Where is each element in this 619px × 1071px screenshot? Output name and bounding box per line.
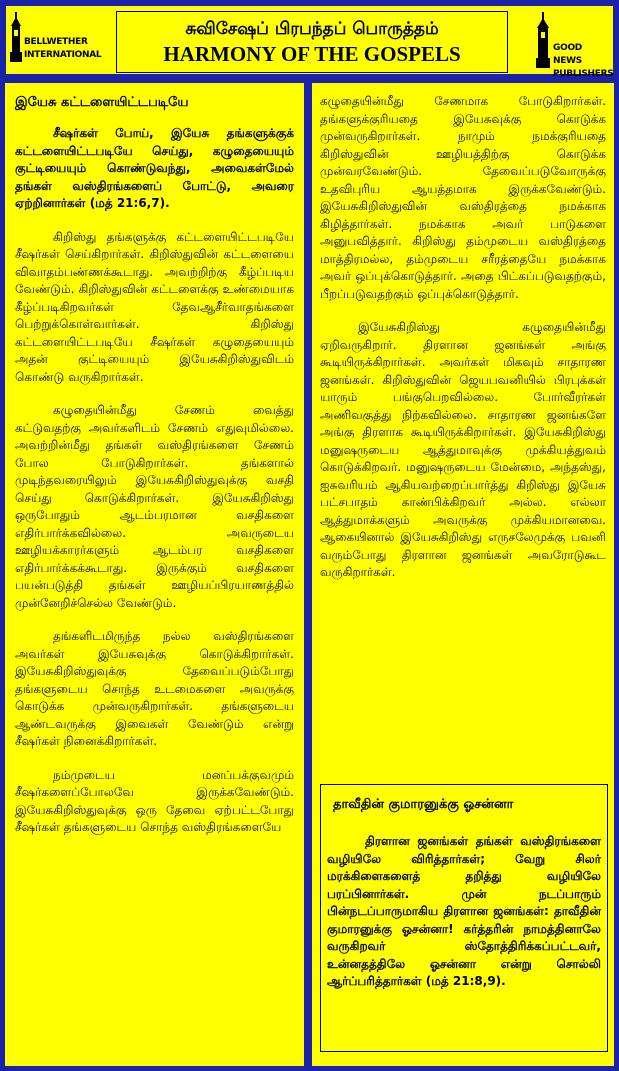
paragraph: கழுதையின்மீது சேணம் வைத்து கட்டுவதற்கு அவர்களிடம் சேணம் எதுவுமில்லை. அவற்றின்மீது தங்கள் வஸ்திரங்களை சேணம் போல போடுகிறார்கள். தங்களால் முடிந்தவரையிலும் இயேசுகிறிஸ்துவுக்கு வசதி செய்து கொடுக்கிறார்கள். இயேசுகிறிஸ்து ஒருபோதும் ஆடம்பரமான வசதிகளை எதிர்பார்க்கவில்லை. அவருடைய ஊழியக்காரர்களும் ஆடம்பர வசதிகளை எதிர்பார்க்கக்கூடாது. இருக்கும் வசதிகளை பயன்படுத்தி தங்கள் ஊழியப்பிரயாணத்தில் முன்னேறிச்செல்ல வேண்டும். [15,403,294,610]
paragraph: தங்களிடமிருந்த நல்ல வஸ்திரங்களை அவர்கள் இயேசுவுக்கு கொடுக்கிறார்கள். இயேசுகிறிஸ்துவுக்கு தேவைப்படும்போது தங்களுடைய சொந்த உடமைகளை அவருக்கு கொடுக்க முன்வருகிறார்கள். தங்களுடைய ஆண்டவருக்கு இவைகள் வேண்டும் என்று சீஷர்கள் நினைக்கிறார்கள். [15,629,294,748]
paragraph: நம்முடைய மனப்பக்குவமும் சீஷர்களைப்போலவே இருக்கவேண்டும். இயேசுகிறிஸ்துவுக்கு ஒரு தேவை ஏற்பட்டபோது சீஷர்கள் தங்களுடைய சொந்த வஸ்திரங்களையே [15,767,294,834]
title-tamil: சுவிசேஷப் பிரபந்தப் பொருத்தம் [185,19,439,39]
title-box [116,11,508,73]
scripture-quote: சீஷர்கள் போய், இயேசு தங்களுக்குக் கட்டளையிட்டபடியே செய்து, கழுதையையும் குட்டியையும் கொண்டுவந்து, அவைகள்மேல் தங்கள் வஸ்திரங்களைப் போட்டு, அவரை ஏற்றினார்கள் (மத் 21:6,7). [15,126,294,210]
bellwether-logo [10,12,102,72]
logo-right-line2: PUBLISHERS [553,69,614,79]
logo-left-line2: INTERNATIONAL [24,50,102,60]
hosanna-section [320,784,608,1052]
left-column [4,82,305,1067]
right-column [311,82,615,1067]
logo-left-line1: BELLWETHER [24,37,88,47]
section-heading-hosanna: தாவீதின் குமாரனுக்கு ஓசன்னா [333,797,514,812]
paragraph: கிறிஸ்து தங்களுக்கு கட்டளையிட்டபடியே சீஷர்கள் செய்கிறார்கள். கிறிஸ்துவின் கட்டளையை விவாதம்பண்ணக்கூடாது. அவற்றிற்கு கீழ்ப்படிய வேண்டும். கிறிஸ்துவின் கட்டளைக்கு உண்மையாக கீழ்ப்படிகிறவர்கள் தேவஆசீர்வாதங்களை பெற்றுக்கொள்வார்கள். கிறிஸ்து கட்டளையிட்டபடியே சீஷர்கள் கழுதையையும் அதன் குட்டியையும் இயேசுகிறிஸ்துவிடம் கொண்டு வருகிறார்கள். [15,229,294,384]
title-english: HARMONY OF THE GOSPELS [163,42,461,66]
bell-tower-icon [10,12,24,64]
good-news-logo [535,12,614,79]
scripture-quote: திரளான ஜனங்கள் தங்கள் வஸ்திரங்களை வழியிலே விரித்தார்கள்; வேறு சிலர் மரக்கிளைகளைத் தறித்து வழியிலே பரப்பினார்கள். முன் நடப்பாரும் பின்நடப்பாருமாகிய திரளான ஜனங்கள்: தாவீதின் குமாரனுக்கு ஓசன்னா! கர்த்தரின் நாமத்தினாலே வருகிறவர் ஸ்தோத்திரிக்கப்பட்டவர், உன்னதத்திலே ஓசன்னா என்று சொல்லி ஆர்ப்பரித்தார்கள் (மத் 21:8,9). [327,834,601,988]
section-heading-commanded: இயேசு கட்டளையிட்டபடியே [15,95,189,110]
tower-icon [535,12,551,68]
paragraph: கழுதையின்மீது சேணமாக போடுகிறார்கள். தங்களுக்குரியதை இயேசுவுக்கு கொடுக்க முன்வருகிறார்கள். நாமும் நமக்குரியதை கிறிஸ்துவின் ஊழியத்திற்கு கொடுக்க முன்வரவேண்டும். தேவைப்படுவோருக்கு உதவிபுரிய ஆயத்தமாக இருக்கவேண்டும். இயேசுகிறிஸ்துவின் வஸ்திரத்தை நமக்காக கிழித்தார்கள். நமக்காக அவர் பாடுகளை அனுபவித்தார். கிறிஸ்து தம்முடைய வஸ்திரத்தை மாத்திரமல்ல, தம்முடைய சரீரத்தையே நமக்காக அவர் ஒப்புக்கொடுத்தார். அதை பிட்கப்படுவதற்கும், பீறப்படுவதற்கும் ஒப்புக்கொடுத்தார். [320,94,606,301]
right-column-text [320,83,606,598]
header-banner [4,4,615,79]
paragraph: இயேசுகிறிஸ்து கழுதையின்மீது ஏறிவருகிறார். திரளான ஜனங்கள் அங்கு கூடியிருக்கிறார்கள். அவர்கள் மிகவும் சாதாரண ஜனங்கள். கிறிஸ்துவின் ஜெயபவனியில் பிரபுக்கள் யாரும் பங்குபெறவில்லை. போர்வீரர்கள் அணிவகுத்து நிற்கவில்லை. சாதாரண ஜனங்களே அங்கு திரளாக கூடியிருக்கிறார்கள். இயேசுகிறிஸ்து மனுஷருடைய ஆத்துமாவுக்கு முக்கியத்துவம் கொடுக்கிறவர். மனுஷருடைய மேன்மை, அந்தஸ்து, ஐசுவரியம் ஆகியவற்றைப்பார்த்து கிறிஸ்து இயேசு பட்சபாதம் காண்பிக்கிறவர் அல்ல. எல்லா ஆத்துமாக்களும் அவருக்கு முக்கியமானவை. ஆகையினால் இயேசுகிறிஸ்து எருசலேமுக்கு பவனி வரும்போது திரளான ஜனங்கள் அவரோடுகூட வருகிறார்கள். [320,320,606,579]
logo-right-line1: GOOD NEWS [553,43,582,66]
